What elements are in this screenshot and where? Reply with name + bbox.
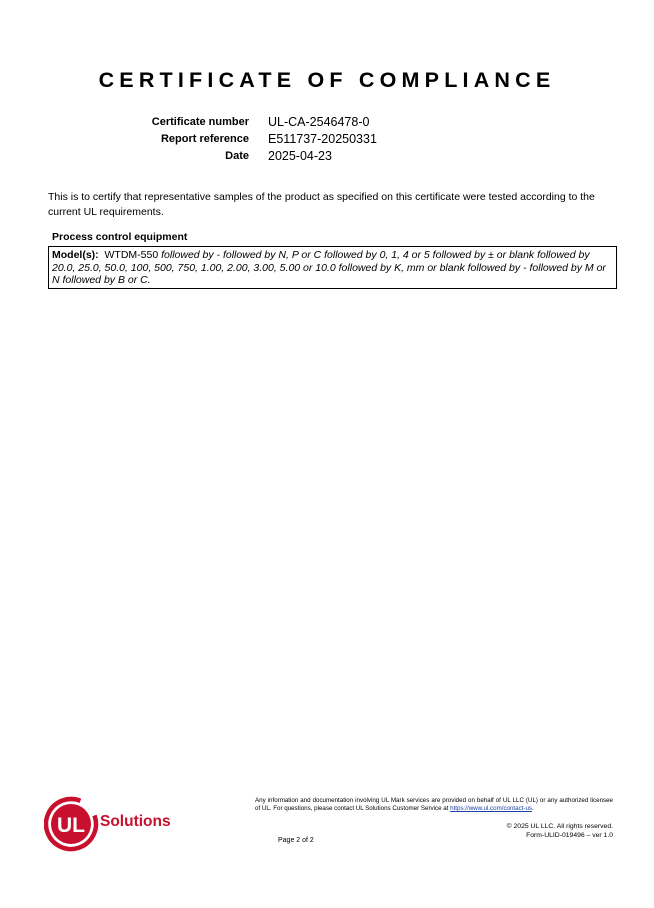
certification-statement: This is to certify that representative samples of the product as specified on this certificate were tested according to the current UL requirements. [48,191,595,218]
certificate-number-row [0,114,654,132]
disclaimer-text: Any information and documentation involving UL Mark services are provided on behalf of UL LLC (UL) or any authorized licensee of UL. For questions, please contact UL Solutions Customer Service at [255,797,613,812]
form-identifier: Form-ULID-019496 – ver 1.0 [526,832,613,839]
model-description: followed by - followed by N, P or C followed by 0, 1, 4 or 5 followed by ± or blank followed by 20.0, 25.0, 50.0, 100, 500, 750, 1.00, 2.00, 3.00, 5.00 or 10.0 followed by K, mm or blank followed by - followed by M or N followed by B or C. [52,249,606,287]
models-label: Model(s): [52,249,99,261]
certificate-title: CERTIFICATE OF COMPLIANCE [98,68,556,92]
certificate-number-value: UL-CA-2546478-0 [268,115,370,129]
logo-wordmark: Solutions [100,813,171,830]
certificate-number-label: Certificate number [151,116,249,128]
contact-link[interactable]: https://www.ul.com/contact-us [450,804,532,812]
ul-mark-letters: UL [57,814,85,837]
ul-mark-icon [44,796,100,852]
report-reference-value: E511737-20250331 [268,132,377,146]
copyright-notice: © 2025 UL LLC. All rights reserved. [506,823,613,830]
date-row [0,148,654,166]
date-label: Date [225,150,249,162]
report-reference-label: Report reference [160,133,249,145]
page-number: Page 2 of 2 [278,837,314,844]
date-value: 2025-04-23 [268,149,332,163]
footer-disclaimer: Any information and documentation involving UL Mark services are provided on behalf of UL LLC (UL) or any authorized licensee of UL. For questions, please contact UL Solutions Customer Service at https://www.ul.com/contact-us. [255,797,613,812]
ul-solutions-logo [44,796,174,852]
product-category-heading: Process control equipment [52,231,188,243]
models-box [48,246,617,289]
report-reference-row [0,131,654,149]
model-code: WTDM-550 [104,249,159,261]
